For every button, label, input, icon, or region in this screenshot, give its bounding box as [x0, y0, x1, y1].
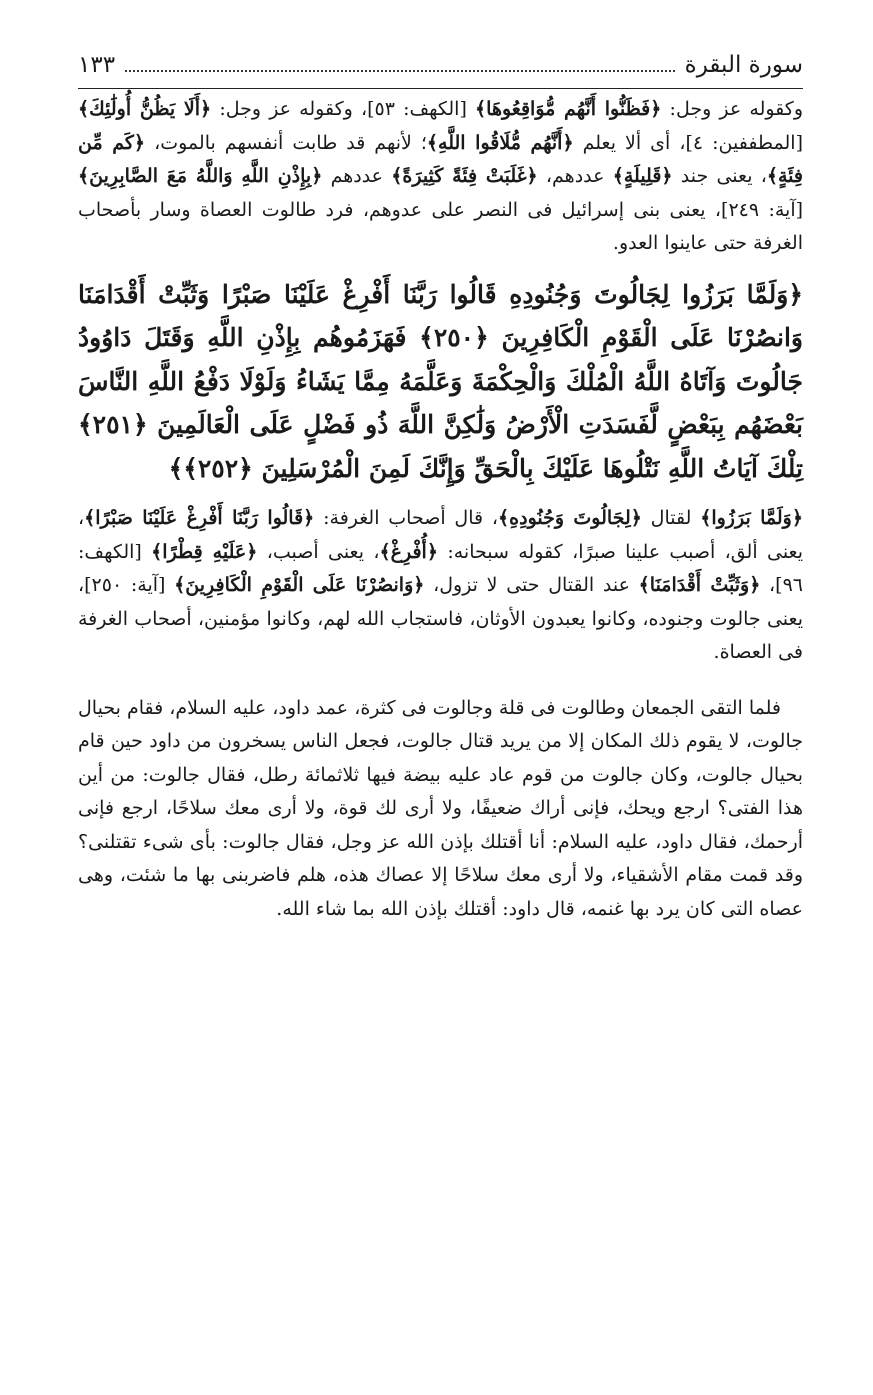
quran-quote: ﴿غَلَبَتْ فِئَةً كَثِيرَةً﴾	[391, 165, 538, 187]
commentary-paragraph-2	[78, 502, 803, 670]
text-segment: ﴿وَلَمَّا بَرَزُوا لِجَالُوتَ وَجُنُودِهِ قَالُوا رَبَّنَا أَفْرِغْ عَلَيْنَا صَبْرًا وَثَبِّتْ أَقْدَامَنَا وَانصُرْنَا عَلَى الْقَوْمِ الْكَافِرِينَ ﴿٢٥٠﴾ فَهَزَمُوهُم بِإِذْنِ اللَّهِ وَقَتَلَ دَاوُودُ جَالُوتَ وَآتَاهُ اللَّهُ الْمُلْكَ وَالْحِكْمَةَ وَعَلَّمَهُ مِمَّا يَشَاءُ وَلَوْلَا دَفْعُ اللَّهِ النَّاسَ بَعْضَهُم بِبَعْضٍ لَّفَسَدَتِ الْأَرْضُ وَلَٰكِنَّ اللَّهَ ذُو فَضْلٍ عَلَى الْعَالَمِينَ ﴿٢٥١﴾ تِلْكَ آيَاتُ اللَّهِ نَتْلُوهَا عَلَيْكَ بِالْحَقِّ وَإِنَّكَ لَمِنَ الْمُرْسَلِينَ ﴿٢٥٢﴾﴾	[78, 279, 804, 483]
text-segment: [الكهف: ٩٦]،	[78, 540, 804, 596]
quran-quote: ﴿فَظَنُّوا أَنَّهُم مُّوَاقِعُوهَا﴾	[475, 98, 662, 120]
quran-quote: ﴿أُفْرِغْ﴾	[379, 540, 438, 563]
text-segment: عند القتال حتى لا تزول،	[424, 574, 639, 596]
quran-quote: ﴿وَلَمَّا بَرَزُوا﴾	[700, 507, 803, 529]
quran-quote: ﴿عَلَيْهِ قِطْرًا﴾	[151, 540, 258, 563]
text-segment: فلما التقى الجمعان وطالوت فى قلة وجالوت فى كثرة، عمد داود، عليه السلام، فقام بحيال جالوت، لا يقوم ذلك المكان إلا من يريد قتال جالوت، فجعل الناس يسخرون من داود حين قام بحيال جالوت، وكان جالوت من قوم عاد عليه بيضة فيها ثلاثمائة رطل، فقال جالوت: من أين هذا الفتى؟ ارجع ويحك، فإنى أراك ضعيفًا، ولا أرى لك قوة، ولا أرى معك سلاحًا، ارجع فإنى أرحمك، فقال داود، عليه السلام: أنا أقتلك بإذن الله عز وجل، فقال جالوت: بأى شىء تقتلنى؟ وقد قمت مقام الأشقياء، ولا أرى معك سلاحًا إلا عصاك هذه، هلم فاضربنى بها ما شئت، وهى عصاه التى كان يرد بها غنمه، قال داود: أقتلك بإذن الله بما شاء الله.	[78, 696, 803, 920]
text-segment: عددهم	[322, 165, 392, 187]
surah-title: سورة البقرة	[684, 52, 803, 78]
quran-quote: ﴿وَانصُرْنَا عَلَى الْقَوْمِ الْكَافِرِينَ﴾	[174, 574, 425, 596]
commentary-paragraph-1	[78, 93, 803, 261]
text-segment: ؛ لأنهم قد طابت أنفسهم بالموت،	[145, 131, 427, 154]
text-segment: [آية: ٢٥٠]، يعنى جالوت وجنوده، وكانوا يعبدون الأوثان، فاستجاب الله لهم، وكانوا مؤمنين، أصحاب الغرفة فى العصاة.	[78, 574, 803, 663]
running-header	[78, 52, 803, 89]
text-segment: وكقوله عز وجل:	[661, 98, 804, 120]
text-segment: لقتال	[641, 507, 701, 529]
quran-quote: ﴿أَلَا يَظُنُّ أُولَٰئِكَ﴾	[78, 98, 212, 120]
quran-quote: ﴿قَالُوا رَبَّنَا أَفْرِغْ عَلَيْنَا صَبْرًا﴾	[84, 507, 315, 529]
text-segment: ، يعنى ألق، أصبب علينا صبرًا، كقوله سبحانه:	[78, 507, 804, 563]
page-number: ١٣٣	[78, 52, 116, 78]
quran-quote: ﴿كَم مِّن فِئَةٍ﴾	[78, 131, 803, 187]
quran-quote: ﴿وَثَبِّتْ أَقْدَامَنَا﴾	[638, 574, 761, 596]
quran-quote: ﴿أَنَّهُم مُّلَاقُوا اللَّهِ﴾	[426, 131, 574, 154]
text-segment: ، يعنى أصبب،	[257, 540, 380, 563]
text-segment: عددهم،	[537, 165, 613, 187]
quran-verses-250-252	[78, 273, 803, 491]
narrative-paragraph	[78, 692, 803, 927]
quran-quote: ﴿لِجَالُوتَ وَجُنُودِهِ﴾	[498, 507, 642, 529]
text-segment: [المطففين: ٤]، أى ألا يعلم	[573, 131, 803, 154]
quran-quote: ﴿بِإِذْنِ اللَّهِ وَاللَّهُ مَعَ الصَّابِرِينَ﴾	[78, 165, 323, 187]
text-segment: ، يعنى جند	[672, 165, 767, 187]
text-segment: [الكهف: ٥٣]، وكقوله عز وجل:	[211, 98, 476, 120]
header-leader-dots	[125, 69, 675, 72]
text-segment: [آية: ٢٤٩]، يعنى بنى إسرائيل فى النصر على عدوهم، فرد طالوت العصاة وسار بأصحاب الغرفة حتى عاينوا العدو.	[78, 198, 804, 254]
text-segment: ، قال أصحاب الغرفة:	[314, 507, 499, 529]
quran-quote: ﴿قَلِيلَةٍ﴾	[612, 165, 673, 187]
